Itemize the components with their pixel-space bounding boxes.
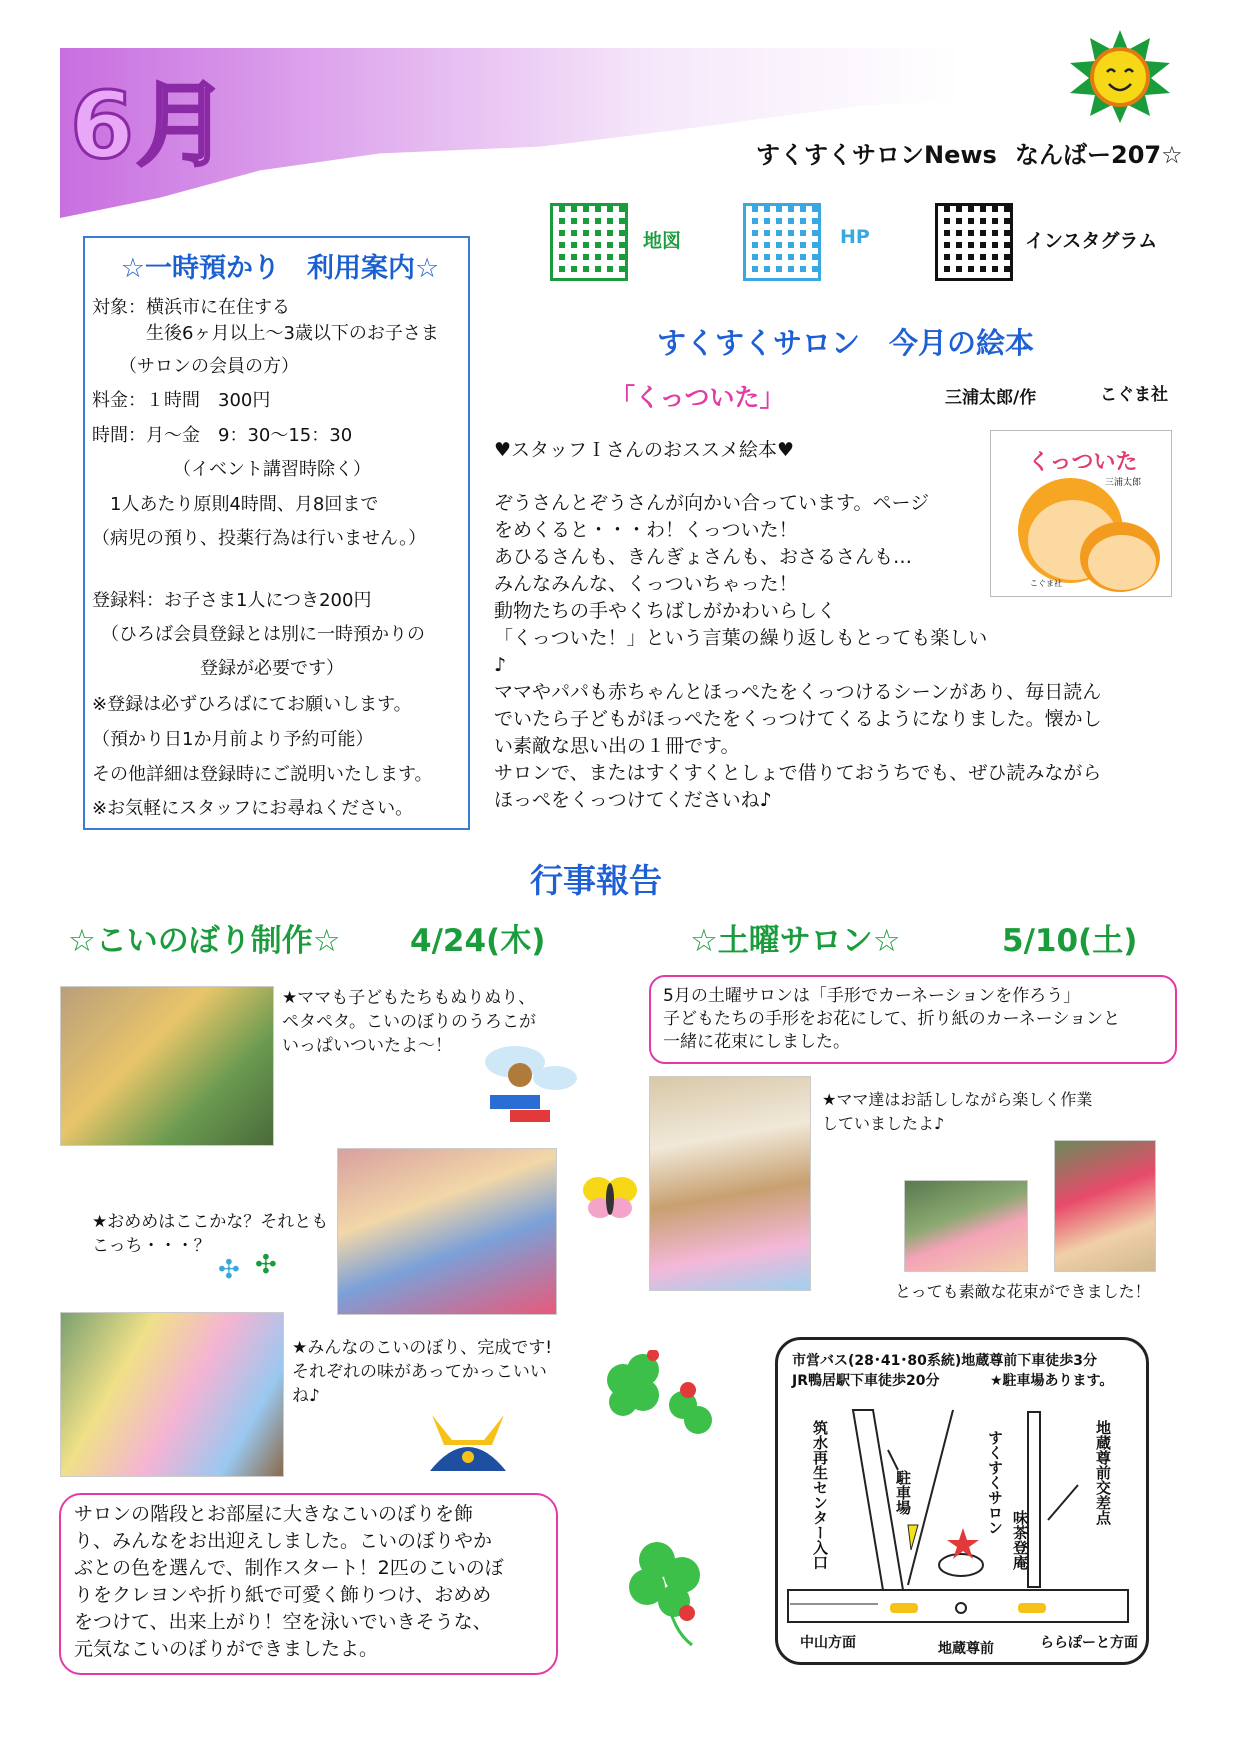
info-line: 時間：月～金 9：30～15：30 [92,425,353,446]
issue-number: なんばー207☆ [1015,141,1183,169]
info-line: （病児の預り、投薬行為は行いません。） [92,528,427,549]
map-label-lalaport: ららぽーと方面 [1040,1635,1138,1651]
book-cover-title: くっついた [1028,450,1138,475]
clover-ladybug-icon [598,1350,728,1450]
instagram-qr-label: インスタグラム [1025,230,1158,252]
map-label-salon: すくすくサロン [986,1430,1004,1535]
info-line: 生後6ヶ月以上～3歳以下のお子さま [92,323,439,344]
pinwheel-icon: ✣ [218,1255,240,1285]
info-line: （ひろば会員登録とは別に一時預かりの [92,624,425,645]
saturday-line: 5月の土曜サロンは「手形でカーネーションを作ろう」 [663,986,1081,1006]
saturday-date: 5/10(土) [1002,923,1138,959]
saturday-info [663,985,1120,1054]
koinobori-title: ☆こいのぼり制作☆ [68,923,341,959]
saturday-caption-1 [822,1088,1092,1136]
map-roads [778,1390,1140,1656]
caption-line: ★おめめはここかな？それとも [92,1212,329,1232]
koinobori-caption-3 [292,1336,552,1408]
childcare-info-title: ☆一時預かり 利用案内☆ [120,253,440,284]
book-text-line: い素敵な思い出の１冊です。 [494,735,740,757]
map-qr-label: 地図 [643,230,682,252]
caption-line: していましたよ♪ [822,1114,945,1133]
book-section-title: すくすくサロン 今月の絵本 [657,326,1035,360]
book-text-line: ほっぺをくっつけてくださいね♪ [494,789,772,811]
book-author: 三浦太郎/作 [945,388,1037,408]
book-cover-author: 三浦太郎 [1105,478,1142,488]
caption-line: ★みんなのこいのぼり、完成です! [292,1338,553,1358]
book-paragraph-2 [494,760,1174,814]
summary-line: ぶとの色を選んで、制作スタート！2匹のこいのぼ [74,1557,504,1579]
book-text-line: 「くっついた！」という言葉の繰り返しもとっても楽しい♪ [494,627,988,676]
month-title: 6月 [70,72,231,179]
summary-line: り、みんなをお出迎えしました。こいのぼりやか [74,1530,493,1552]
info-line: ※登録は必ずひろばにてお願いします。 [92,694,412,715]
book-text-line: ぞうさんとぞうさんが向かい合っています。ページ [494,492,930,514]
summary-line: りをクレヨンや折り紙で可愛く飾りつけ、おめめ [74,1584,492,1606]
info-line: 対象：横浜市に在住する [92,297,290,318]
instagram-qr-code[interactable] [935,203,1013,281]
info-line: 登録料：お子さま1人につき200円 [92,590,372,611]
butterfly-icon [580,1172,640,1222]
koinobori-caption-2 [92,1210,328,1258]
saturday-photo-3 [1054,1140,1156,1272]
info-line: その他詳細は登録時にご説明いたします。 [92,764,433,785]
map-label-crossing: 地蔵尊前交差点 [1094,1420,1112,1525]
koinobori-photo-3 [60,1312,284,1477]
saturday-caption-2: とっても素敵な花束ができました！ [895,1282,1151,1301]
saturday-photo-2 [904,1180,1028,1272]
info-line: 料金：１時間 300円 [92,390,271,411]
caption-line: ★ママ達はお話ししながら楽しく作業 [822,1090,1093,1109]
book-text-line: 動物たちの手やくちばしがかわいらしく [494,600,837,622]
info-line: 登録が必要です） [92,658,344,679]
map-parking-note: ★駐車場あります。 [990,1373,1114,1389]
caption-line: ペタペタ。こいのぼりのうろこが [282,1012,536,1032]
book-text-line: ママやパパも赤ちゃんとほっぺたをくっつけるシーンがあり、毎日読ん [494,681,1102,703]
summary-line: サロンの階段とお部屋に大きなこいのぼりを飾 [74,1503,474,1525]
koinobori-date: 4/24(木) [410,923,546,959]
book-title: 「くっついた」 [610,383,785,412]
map-train-info: JR鴨居駅下車徒歩20分 [792,1373,940,1389]
book-text-line: あひるさんも、きんぎょさんも、おさるさんも… [494,546,913,568]
report-title: 行事報告 [530,861,662,900]
info-line: 1人あたり原則4時間、月8回まで [92,494,379,515]
info-line: ※お気軽にスタッフにお尋ねください。 [92,798,414,819]
book-cover-publisher: こぐま社 [1030,579,1062,588]
koinobori-photo-1 [60,986,274,1146]
caption-line: こっち・・・？ [92,1236,211,1256]
sun-icon [1065,28,1175,123]
book-recommend: ♥スタッフＩさんのおススメ絵本♥ [494,439,795,461]
book-text-line: でいたら子どもがほっぺたをくっつけてくるようになりました。懐かし [494,708,1102,730]
caption-line: それぞれの味があってかっこいい [292,1362,547,1382]
face-illustration-skin [1088,535,1156,590]
saturday-photo-1 [649,1076,811,1291]
saturday-line: 子どもたちの手形をお花にして、折り紙のカーネーションと [663,1009,1121,1029]
koinobori-photo-2 [337,1148,557,1315]
summary-line: をつけて、出来上がり！空を泳いでいきそうな、 [74,1611,492,1633]
caption-line: いっぱいついたよ～！ [282,1036,452,1056]
kabuto-helmet-icon [422,1405,514,1473]
summary-line: 元気なこいのぼりができましたよ。 [74,1638,379,1660]
map-qr-code[interactable] [550,203,628,281]
map-label-center: 筑水再生センター入口 [811,1420,829,1570]
map-bus-info: 市営バス(28･41･80系統)地蔵尊前下車徒歩3分 [792,1353,1097,1369]
hp-qr-code[interactable] [743,203,821,281]
caption-line: ね♪ [292,1386,320,1406]
map-label-ajisai: 味茶登庵 [1011,1510,1029,1570]
info-line: （イベント講習時除く） [92,459,371,480]
info-line: （サロンの会員の方） [92,356,299,377]
hp-qr-label: HP [840,226,870,248]
info-line: （預かり日1か月前より予約可能） [92,729,374,750]
clover-ladybug-icon [612,1535,722,1655]
book-text-line: みんなみんな、くっついちゃった！ [494,573,798,595]
map-label-nakayama: 中山方面 [800,1635,856,1651]
book-text-line: をめくると・・・わ！くっついた！ [494,519,798,541]
pinwheel-icon: ✣ [255,1250,277,1280]
saturday-title: ☆土曜サロン☆ [690,923,901,959]
caption-line: ★ママも子どもたちもぬりぬり、 [282,988,536,1008]
book-publisher: こぐま社 [1100,385,1168,405]
saturday-line: 一緒に花束にしました。 [663,1032,850,1052]
book-text-line: サロンで、またはすくすくとしょで借りておうちでも、ぜひ読みながら [494,762,1102,784]
koinobori-summary [74,1501,504,1663]
news-title: すくすくサロンNews [756,141,997,169]
map-label-bus-stop: 地蔵尊前 [938,1641,994,1657]
map-label-parking: 駐車場 [894,1470,912,1515]
koinobori-bear-icon [480,1040,580,1130]
